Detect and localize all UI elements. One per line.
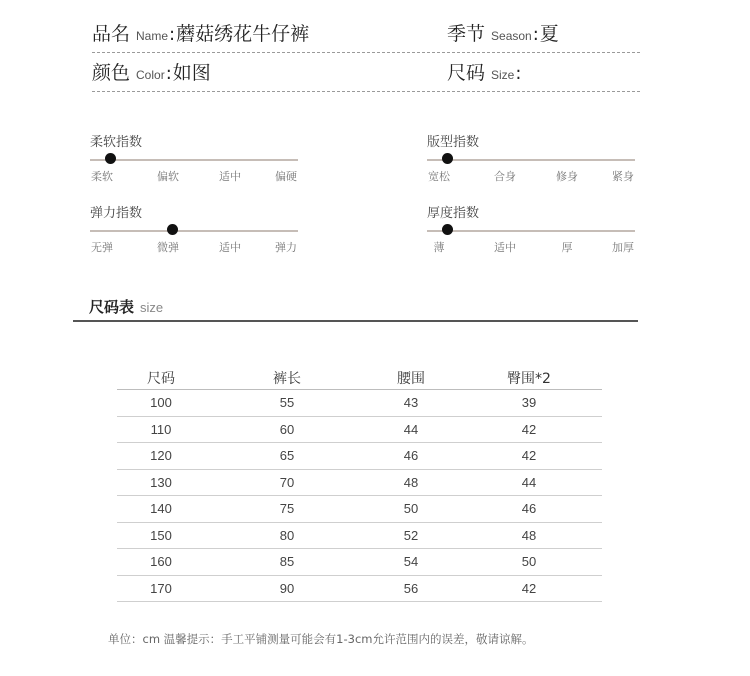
scale-label: 无弹 (91, 241, 113, 254)
table-cell: 70 (279, 474, 295, 490)
product-size: 尺码 Size : (447, 58, 522, 85)
product-name: 品名 Name : 蘑菇绣花牛仔裤 (92, 19, 309, 46)
table-cell: 85 (279, 554, 295, 569)
scale-label: 宽松 (428, 170, 450, 183)
season-label-en: Season (491, 29, 532, 43)
table-cell: 170 (150, 580, 172, 596)
season-value: 夏 (539, 23, 559, 45)
table-row (117, 390, 602, 417)
table-cell: 120 (150, 448, 172, 463)
table-header-cell: 裤长 (273, 371, 301, 387)
table-cell: 80 (279, 527, 295, 543)
scale-label: 微弹 (157, 241, 179, 254)
scale-label: 紧身 (612, 170, 634, 183)
table-cell: 43 (403, 395, 419, 410)
scale-marker-dot (442, 153, 453, 164)
table-cell: 65 (279, 448, 295, 463)
size-label-cn: 尺码 (447, 62, 486, 84)
product-season: 季节 Season : 夏 (447, 19, 559, 46)
info-row-name-season (92, 16, 640, 53)
table-cell: 39 (521, 395, 537, 410)
table-cell: 46 (403, 448, 419, 463)
table-cell: 110 (150, 421, 172, 437)
scale-label: 加厚 (612, 241, 634, 254)
table-row (117, 549, 602, 576)
table-row (117, 576, 602, 603)
name-label-cn: 品名 (92, 23, 131, 45)
size-chart-subtitle: size (140, 300, 164, 315)
table-header-cell: 腰围 (397, 371, 425, 387)
color-label-cn: 颜色 (92, 62, 131, 84)
scale-track (90, 159, 298, 161)
scale-title: 弹力指数 (90, 206, 143, 221)
scale-track (427, 230, 635, 232)
scale-label: 偏软 (157, 170, 179, 183)
table-row (117, 496, 602, 523)
scale-label: 合身 (494, 170, 516, 183)
scale-label: 弹力 (275, 241, 297, 254)
table-cell: 55 (279, 395, 295, 410)
table-header-cell: 尺码 (147, 371, 175, 387)
scale-title: 版型指数 (427, 135, 480, 150)
table-cell: 100 (150, 395, 172, 410)
table-cell: 44 (521, 474, 537, 490)
footnote: 单位：cm 温馨提示：手工平铺测量可能会有1-3cm允许范围内的误差，敬请谅解。 (108, 632, 534, 646)
scale-label: 薄 (433, 241, 445, 254)
table-cell: 54 (403, 554, 419, 569)
table-cell: 150 (150, 527, 172, 543)
table-cell: 160 (150, 554, 172, 569)
scale-label: 适中 (494, 241, 516, 254)
name-value: 蘑菇绣花牛仔裤 (176, 23, 310, 45)
table-cell: 48 (521, 527, 537, 543)
table-cell: 75 (279, 501, 295, 516)
info-row-color-size (92, 55, 640, 92)
name-label-en: Name (136, 29, 169, 43)
table-cell: 60 (279, 421, 295, 437)
table-cell: 90 (279, 580, 295, 596)
scale-label: 修身 (556, 170, 578, 183)
table-header-row (117, 366, 602, 390)
table-cell: 46 (521, 501, 537, 516)
color-label-en: Color (136, 68, 165, 82)
table-cell: 44 (403, 421, 419, 437)
product-color: 颜色 Color : 如图 (92, 58, 211, 85)
scale-track (90, 230, 298, 232)
table-row (117, 417, 602, 444)
table-header-cell: 臀围*2 (507, 371, 551, 387)
scale-label: 厚 (561, 241, 573, 254)
scale-label: 适中 (219, 241, 241, 254)
size-chart-heading (89, 296, 163, 317)
table-cell: 42 (521, 580, 537, 596)
scale-label: 偏硬 (275, 170, 297, 183)
section-divider (73, 320, 638, 322)
scale-title: 厚度指数 (427, 206, 480, 221)
table-cell: 50 (521, 554, 537, 569)
scale-marker-dot (167, 224, 178, 235)
table-row (117, 443, 602, 470)
table-cell: 130 (150, 474, 172, 490)
table-cell: 56 (403, 580, 419, 596)
table-cell: 42 (521, 448, 537, 463)
table-cell: 50 (403, 501, 419, 516)
table-row (117, 470, 602, 497)
scale-title: 柔软指数 (90, 135, 143, 150)
color-value: 如图 (172, 62, 211, 84)
table-cell: 48 (403, 474, 419, 490)
size-table (117, 366, 602, 602)
table-cell: 52 (403, 527, 419, 543)
season-label-cn: 季节 (447, 23, 486, 45)
table-cell: 42 (521, 421, 537, 437)
size-label-en: Size (491, 68, 515, 82)
scale-marker-dot (105, 153, 116, 164)
scale-label: 适中 (219, 170, 241, 183)
table-cell: 140 (150, 501, 172, 516)
size-chart-title: 尺码表 (89, 298, 135, 316)
scale-label: 柔软 (91, 170, 113, 183)
scale-track (427, 159, 635, 161)
scale-marker-dot (442, 224, 453, 235)
table-row (117, 523, 602, 550)
